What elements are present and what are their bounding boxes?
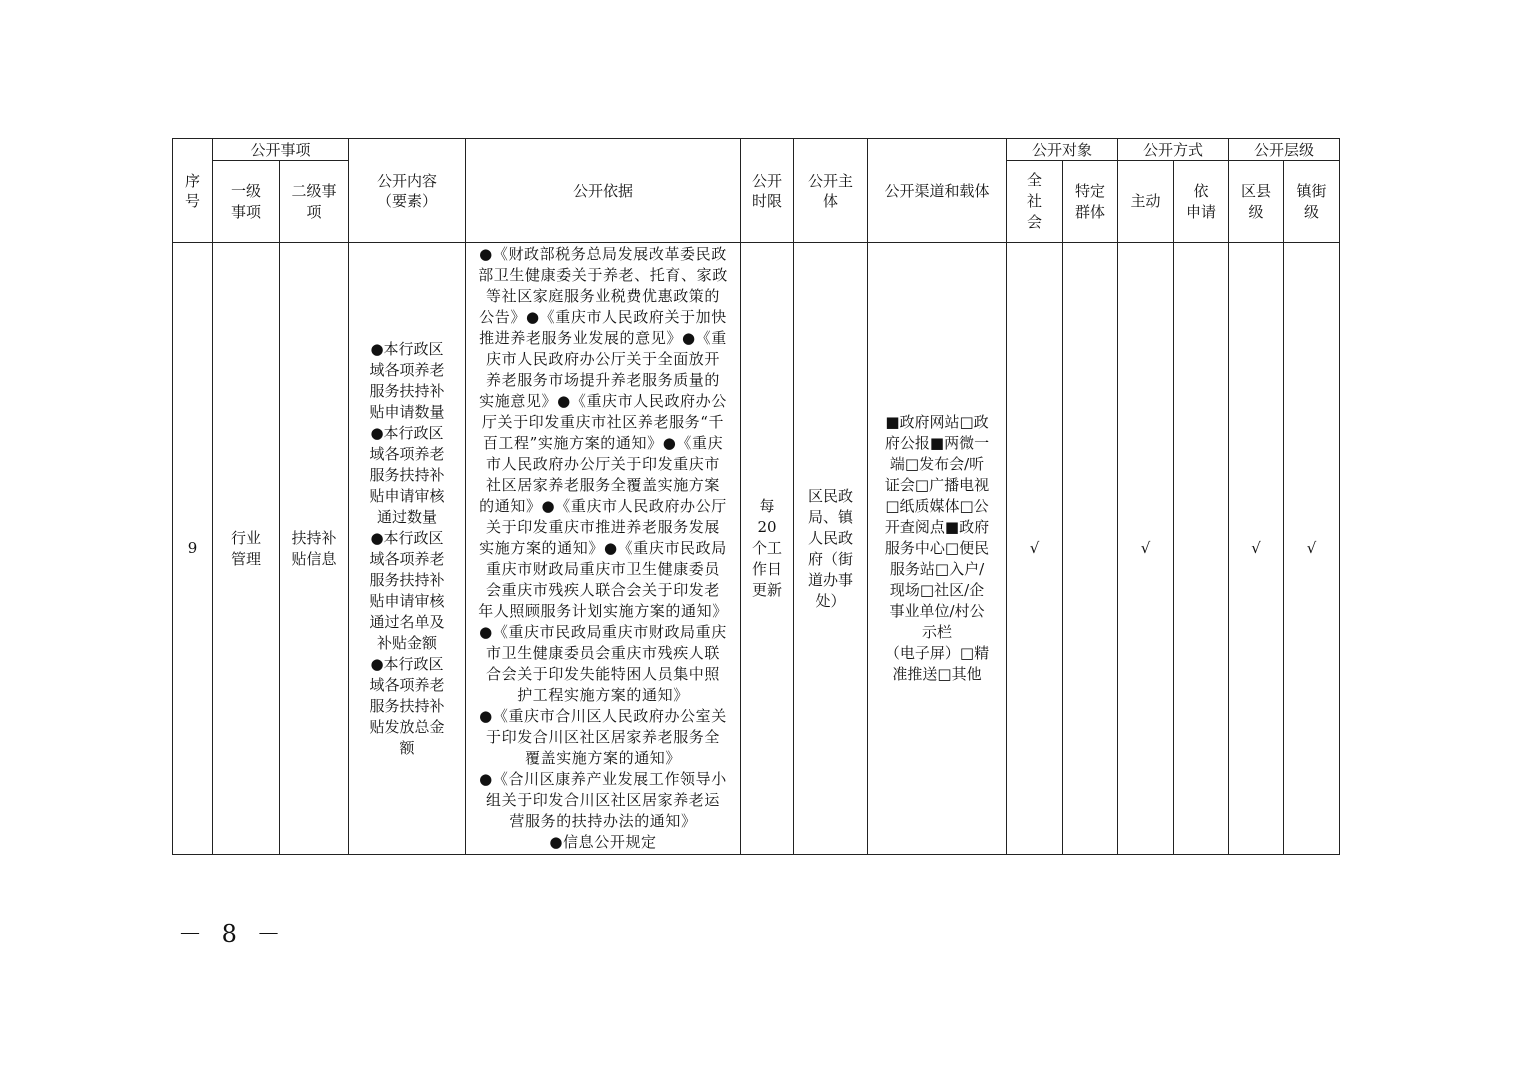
cell-level2: 扶持补 贴信息 [280,243,349,855]
cell-channel: ■政府网站□政 府公报■两微一 端□发布会/听 证会□广播电视 □纸质媒体□公 开查阅点■政府 服务中心□便民 服务站□入户/ 现场□社区/企 事业单位/村公 示栏 （电子屏）□精 准推送□其他 [868,243,1007,855]
cell-method-apply [1174,243,1229,855]
cell-target-specific [1063,243,1118,855]
header-deadline: 公开 时限 [741,139,794,243]
header-level-town: 镇街 级 [1284,161,1340,243]
header-method-group: 公开方式 [1118,139,1229,161]
cell-target-all: √ [1007,243,1063,855]
header-level2: 二级事 项 [280,161,349,243]
header-target-specific: 特定 群体 [1063,161,1118,243]
header-seq: 序 号 [173,139,213,243]
page-number: － 8 － [178,920,287,948]
cell-subject: 区民政 局、镇 人民政 府（街 道办事 处） [794,243,868,855]
cell-content: ●本行政区 域各项养老 服务扶持补 贴申请数量 ●本行政区 域各项养老 服务扶持补 贴申请审核 通过数量 ●本行政区 域各项养老 服务扶持补 贴申请审核 通过名单及 补贴金额 ●本行政区 域各项养老 服务扶持补 贴发放总金 额 [349,243,466,855]
cell-level-town: √ [1284,243,1340,855]
cell-level-county: √ [1229,243,1284,855]
cell-deadline: 每 20 个工 作日 更新 [741,243,794,855]
header-level-group: 公开层级 [1229,139,1340,161]
header-method-active: 主动 [1118,161,1174,243]
header-target-group: 公开对象 [1007,139,1118,161]
header-level-county: 区县 级 [1229,161,1284,243]
disclosure-table [172,138,1340,855]
cell-seq: 9 [173,243,213,855]
table-row [173,243,1340,855]
header-method-apply: 依 申请 [1174,161,1229,243]
header-subject: 公开主 体 [794,139,868,243]
header-level1: 一级 事项 [213,161,280,243]
header-channel: 公开渠道和载体 [868,139,1007,243]
header-basis: 公开依据 [466,139,741,243]
header-row-1 [173,139,1340,161]
header-items-group: 公开事项 [213,139,349,161]
cell-method-active: √ [1118,243,1174,855]
header-target-all: 全 社 会 [1007,161,1063,243]
cell-level1: 行业 管理 [213,243,280,855]
header-content: 公开内容 （要素） [349,139,466,243]
cell-basis: ●《财政部税务总局发展改革委民政 部卫生健康委关于养老、托育、家政 等社区家庭服务业税费优惠政策的 公告》●《重庆市人民政府关于加快 推进养老服务业发展的意见》●《重 庆市人民政府办公厅关于全面放开 养老服务市场提升养老服务质量的 实施意见》●《重庆市人民政府办公 厅关于印发重庆市社区养老服务“千 百工程”实施方案的通知》●《重庆 市人民政府办公厅关于印发重庆市 社区居家养老服务全覆盖实施方案 的通知》●《重庆市人民政府办公厅 关于印发重庆市推进养老服务发展 实施方案的通知》●《重庆市民政局 重庆市财政局重庆市卫生健康委员 会重庆市残疾人联合会关于印发老 年人照顾服务计划实施方案的通知》 ●《重庆市民政局重庆市财政局重庆 市卫生健康委员会重庆市残疾人联 合会关于印发失能特困人员集中照 护工程实施方案的通知》 ●《重庆市合川区人民政府办公室关 于印发合川区社区居家养老服务全 覆盖实施方案的通知》 ●《合川区康养产业发展工作领导小 组关于印发合川区社区居家养老运 营服务的扶持办法的通知》 ●信息公开规定 [466,243,741,855]
